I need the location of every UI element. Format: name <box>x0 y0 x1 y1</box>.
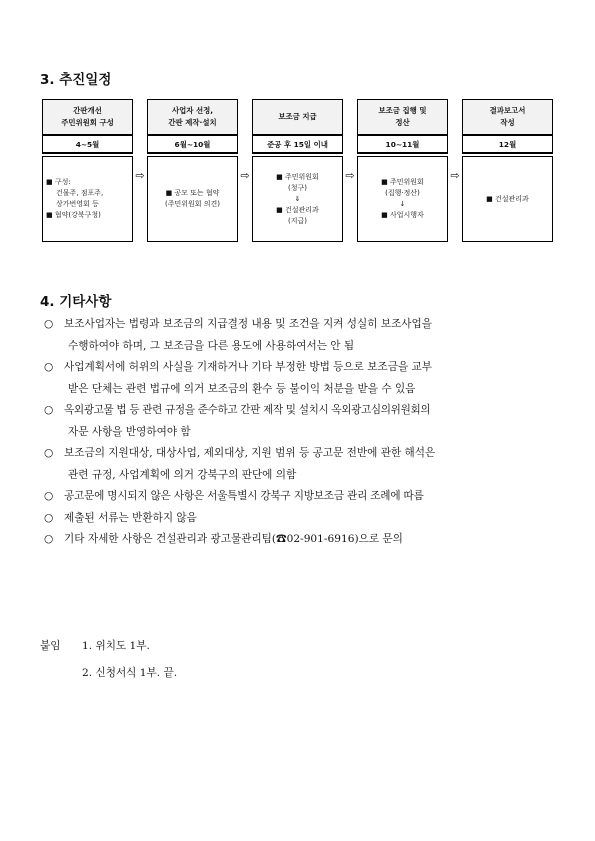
header-line: 주민위원회 구성 <box>61 118 114 127</box>
flow-step-date: 12월 <box>462 136 553 154</box>
list-item <box>44 357 564 400</box>
flow-step-2 <box>147 99 238 242</box>
body-line: (청구) <box>288 183 307 192</box>
down-arrow-icon: ⇓ <box>294 194 301 203</box>
body-line: ■ 구성: <box>46 178 71 186</box>
list-item <box>44 443 564 486</box>
flow-step-body <box>147 156 238 242</box>
list-item <box>44 508 564 530</box>
bullet-icon: ○ <box>44 404 54 416</box>
note-text: 기타 자세한 사항은 건설관리과 광고물관리팀(☎02-901-6916)으로 문의 <box>64 533 403 545</box>
note-text: 공고문에 명시되지 않은 사항은 서울특별시 강북구 지방보조금 관리 조례에 따름 <box>64 490 424 502</box>
flow-step-date: 4~5월 <box>42 136 133 154</box>
flow-step-5 <box>462 99 553 242</box>
flow-step-date: 10~11월 <box>357 136 448 154</box>
section-4-title: 4. 기타사항 <box>40 294 112 310</box>
flow-step-header <box>147 99 238 136</box>
flow-step-date: 6월~10월 <box>147 136 238 154</box>
flow-step-header <box>462 99 553 136</box>
bullet-icon: ○ <box>44 533 54 545</box>
bullet-icon: ○ <box>44 318 54 330</box>
list-item <box>44 529 564 551</box>
body-line: (집행·정산) <box>385 189 420 197</box>
body-line: (주민위원회 의견) <box>164 200 221 208</box>
header-line: 보조금 집행 및 <box>378 106 427 115</box>
body-line: ■ 건설관리과 <box>486 194 529 203</box>
flow-step-header <box>252 99 343 136</box>
attachment-item: 2. 신청서식 1부. 끝. <box>82 667 178 679</box>
down-arrow-icon: ↓ <box>399 200 406 208</box>
section-3-title: 3. 추진일정 <box>40 72 112 88</box>
body-line: (지급) <box>288 216 307 225</box>
flow-step-body <box>252 156 343 242</box>
bullet-icon: ○ <box>44 490 54 502</box>
list-item <box>44 486 564 508</box>
attachments <box>40 633 177 687</box>
list-item <box>44 400 564 443</box>
right-arrow-icon: ⇨ <box>240 169 250 182</box>
flow-step-body <box>357 156 448 242</box>
body-line: ■ 사업시행자 <box>381 211 424 219</box>
header-line: 보조금 지급 <box>278 112 317 121</box>
right-arrow-icon: ⇨ <box>345 169 355 182</box>
note-text: 보조금의 지원대상, 대상사업, 제외대상, 지원 범위 등 공고문 전반에 관한 해석은 <box>64 447 436 459</box>
bullet-icon: ○ <box>44 511 54 524</box>
flow-step-4 <box>357 99 448 242</box>
note-text: 자문 사항을 반영하여야 함 <box>68 425 191 438</box>
header-line: 간판개선 <box>73 106 102 115</box>
body-line: ■ 주민위원회 <box>381 178 424 186</box>
body-line: 건물주, 점포주, <box>56 189 104 197</box>
note-text: 관련 규정, 사업계획에 의거 강북구의 판단에 의함 <box>68 468 297 481</box>
list-item <box>44 314 564 357</box>
schedule-flow <box>42 99 552 244</box>
flow-step-1 <box>42 99 133 242</box>
flow-step-body <box>42 156 133 242</box>
bullet-icon: ○ <box>44 361 54 373</box>
flow-step-header <box>357 99 448 136</box>
right-arrow-icon: ⇨ <box>450 169 460 182</box>
flow-step-body <box>462 156 553 242</box>
note-text: 받은 단체는 관련 법규에 의거 보조금의 환수 등 불이익 처분을 받을 수 있음 <box>68 382 416 395</box>
flow-step-date: 준공 후 15일 이내 <box>252 136 343 154</box>
header-line: 사업자 선정, <box>171 106 214 115</box>
attachment-item: 1. 위치도 1부. <box>82 640 150 652</box>
header-line: 간판 제작·설치 <box>168 118 217 127</box>
header-line: 정산 <box>395 118 410 127</box>
note-text: 제출된 서류는 반환하지 않음 <box>64 511 197 524</box>
body-line: ■ 주민위원회 <box>276 172 319 181</box>
header-line: 작성 <box>500 118 515 127</box>
right-arrow-icon: ⇨ <box>135 169 145 182</box>
body-line: 상가번영회 등 <box>56 200 99 208</box>
body-line: ■ 건설관리과 <box>276 205 319 214</box>
header-line: 결과보고서 <box>489 106 526 115</box>
note-text: 수행하여야 하며, 그 보조금을 다른 용도에 사용하여서는 안 됨 <box>68 339 355 352</box>
flow-step-header <box>42 99 133 136</box>
bullet-icon: ○ <box>44 447 54 459</box>
note-text: 사업계획서에 허위의 사실을 기재하거나 기타 부정한 방법 등으로 보조금을 교부 <box>64 361 433 373</box>
body-line: ■ 공모 또는 협약 <box>165 189 220 197</box>
flow-step-3 <box>252 99 343 242</box>
body-line: ■ 협약(강북구청) <box>46 211 101 219</box>
note-text: 보조사업자는 법령과 보조금의 지급결정 내용 및 조건을 지켜 성실히 보조사업을 <box>64 318 433 330</box>
attachments-label: 붙임 <box>40 640 61 652</box>
note-text: 옥외광고물 법 등 관련 규정을 준수하고 간판 제작 및 설치시 옥외광고심의위원회의 <box>64 404 431 416</box>
notes-list <box>44 314 564 551</box>
